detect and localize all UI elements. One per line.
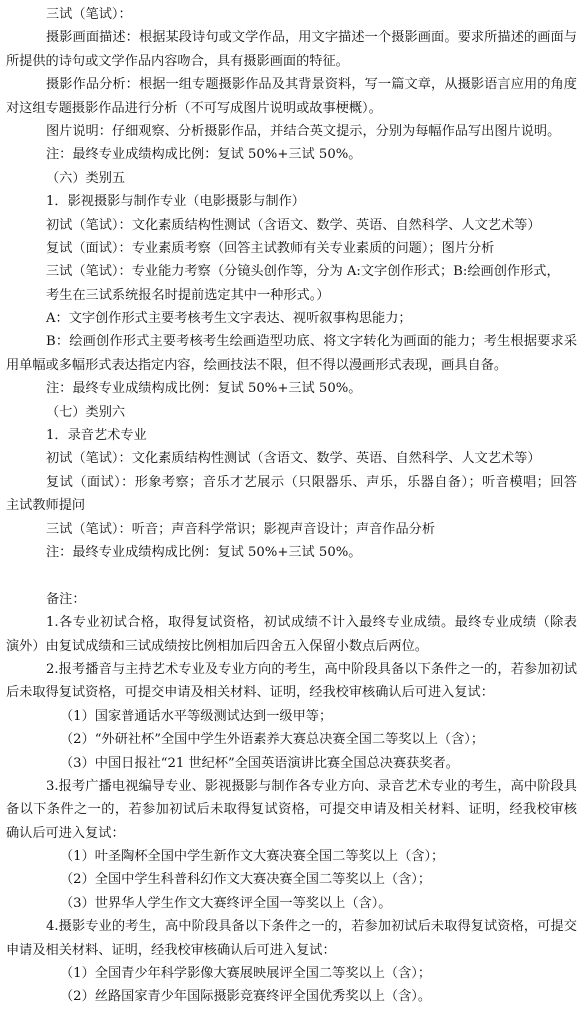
paragraph-line: 摄影作品分析：根据一组专题摄影作品及其背景资料，写一篇文章，从摄影语言应用的角度 [46,77,577,93]
remark-line: 2.报考播音与主持艺术专业及专业方向的考生，高中阶段具备以下条件之一的，若参加初试 [46,661,577,677]
list-item: （2）全国中学生科普科幻作文大赛决赛全国二等奖以上（含）； [60,872,432,888]
section-heading: 三试（笔试）： [46,7,132,22]
note-line: 注：最终专业成绩构成比例：复试 50%+三试 50%。 [46,544,362,560]
paragraph-line: A：文字创作形式主要考核考生文字表达、视听叙事构思能力； [46,311,412,327]
paragraph-line: 三试（笔试）：听音；声音科学常识；影视声音设计；声音作品分析 [46,521,436,537]
list-item: （1）国家普通话水平等级测试达到一级甲等； [60,708,333,724]
list-item: （1）全国青少年科学影像大赛展映展评全国二等奖以上（含）； [60,966,432,982]
remark-line: 4.摄影专业的考生，高中阶段具备以下条件之一的，若参加初试后未取得复试资格，可提交 [46,919,577,935]
list-item: （3）世界华人学生作文大赛终评全国一等奖以上（含）。 [60,895,392,911]
paragraph-line: 复试（面试）：专业素质考察（回答主试教师有关专业素质的问题）；图片分析 [46,240,495,256]
paragraph-line: 三试（笔试）：专业能力考察（分镜头创作等，分为 A:文字创作形式；B:绘画创作形式， [46,264,560,280]
remark-line: 申请及相关材料、证明，经我校审核确认后可进入复试： [6,942,336,958]
paragraph-line: 初试（笔试）：文化素质结构性测试（含语文、数学、英语、自然科学、人文艺术等） [46,451,541,467]
paragraph-line: 所提供的诗句或文学作品内容吻合，具有摄影画面的特征。 [6,53,349,69]
list-item: （1）叶圣陶杯全国中学生新作文大赛决赛全国二等奖以上（含）； [60,849,445,865]
remark-line: 后未取得复试资格，可提交申请及相关材料、证明，经我校审核确认后可进入复试： [6,685,494,701]
note-line: 注：最终专业成绩构成比例：复试 50%+三试 50%。 [46,381,362,397]
list-item: （3）中国日报社“21 世纪杯”全国英语演讲比赛全国总决赛获奖者。 [60,755,459,771]
paragraph-line: 复试（面试）：形象考察；音乐才艺展示（只限器乐、声乐，乐器自备）；听音模唱；回答 [46,474,577,490]
paragraph-line: 图片说明：仔细观察、分析摄影作品，并结合英文提示，分别为每幅作品写出图片说明。 [46,123,561,139]
paragraph-line: B：绘画创作形式主要考核考生绘画造型功底、将文字转化为画面的能力；考生根据要求采 [46,334,577,350]
note-line: 注：最终专业成绩构成比例：复试 50%+三试 50%。 [46,147,362,163]
paragraph-line: 初试（笔试）：文化素质结构性测试（含语文、数学、英语、自然科学、人文艺术等） [46,217,541,233]
paragraph-line: 考生在三试系统报名时提前选定其中一种形式。） [46,287,330,303]
category-heading: （七）类别六 [46,404,126,420]
remarks-heading: 备注： [46,591,86,607]
major-heading: 1．影视摄影与制作专业（电影摄影与制作） [46,194,305,210]
remark-line: 确认后可进入复试： [6,825,125,841]
major-heading: 1．录音艺术专业 [46,428,147,444]
remark-line: 备以下条件之一的，若参加初试后未取得复试资格，可提交申请及相关材料、证明，经我校审核 [6,802,577,818]
remark-line: 1.各专业初试合格，取得复试资格，初试成绩不计入最终专业成绩。最终专业成绩（除表 [46,615,577,631]
list-item: （2）丝路国家青少年国际摄影竞赛终评全国优秀奖以上（含）。 [60,989,432,1005]
paragraph-line: 摄影画面描述：根据某段诗句或文学作品，用文字描述一个摄影画面。要求所描述的画面与 [46,30,577,46]
paragraph-line: 对这组专题摄影作品进行分析（不可写成图片说明或故事梗概）。 [6,100,382,116]
blank-line [6,564,577,587]
paragraph-line: 用单幅或多幅形式表达指定内容，绘画技法不限，但不得以漫画形式表现，画具自备。 [6,357,508,373]
category-heading: （六）类别五 [46,170,126,186]
remark-line: 3.报考广播电视编导专业、影视摄影与制作各专业方向、录音艺术专业的考生，高中阶段具 [46,778,577,794]
remark-line: 演外）由复试成绩和三试成绩按比例相加后四舍五入保留小数点后两位。 [6,638,428,654]
list-item: （2）“外研社杯”全国中学生外语素养大赛总决赛全国二等奖以上（含）； [60,732,485,748]
paragraph-line: 主试教师提问 [6,498,86,514]
